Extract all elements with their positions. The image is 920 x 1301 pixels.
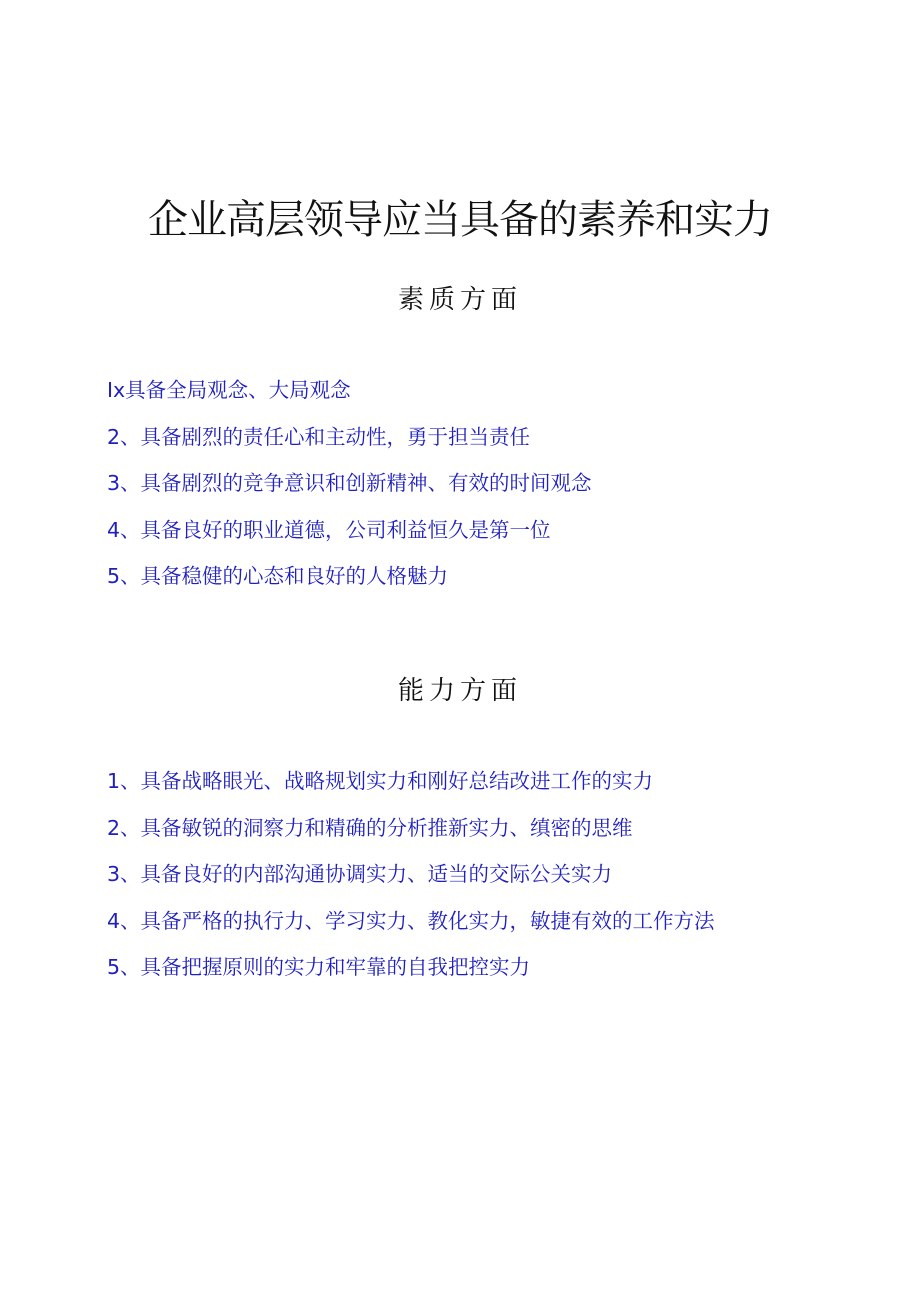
- ability-item-4: 4、具备严格的执行力、学习实力、教化实力，敏捷有效的工作方法: [107, 908, 715, 933]
- quality-item-1: Ix具备全局观念、大局观念: [107, 378, 351, 402]
- document-title: 企业高层领导应当具备的素养和实力: [148, 197, 772, 243]
- quality-item-3: 3、具备剧烈的竞争意识和创新精神、有效的时间观念: [107, 471, 592, 495]
- ability-item-2: 2、具备敏锐的洞察力和精确的分析推新实力、缜密的思维: [107, 815, 633, 840]
- ability-list: [107, 761, 715, 994]
- quality-item-5: 5、具备稳健的心态和良好的人格魅力: [107, 564, 449, 588]
- ability-item-1: 1、具备战略眼光、战略规划实力和刚好总结改进工作的实力: [107, 769, 654, 793]
- ability-item-3: 3、具备良好的内部沟通协调实力、适当的交际公关实力: [107, 862, 613, 886]
- section-heading-ability: 能力方面: [397, 676, 522, 706]
- quality-item-4: 4、具备良好的职业道德，公司利益恒久是第一位: [107, 517, 551, 542]
- quality-list: [107, 370, 592, 603]
- ability-item-5: 5、具备把握原则的实力和牢靠的自我把控实力: [107, 955, 531, 979]
- quality-item-2: 2、具备剧烈的责任心和主动性，勇于担当责任: [107, 424, 531, 449]
- section-heading-quality: 素质方面: [397, 285, 522, 315]
